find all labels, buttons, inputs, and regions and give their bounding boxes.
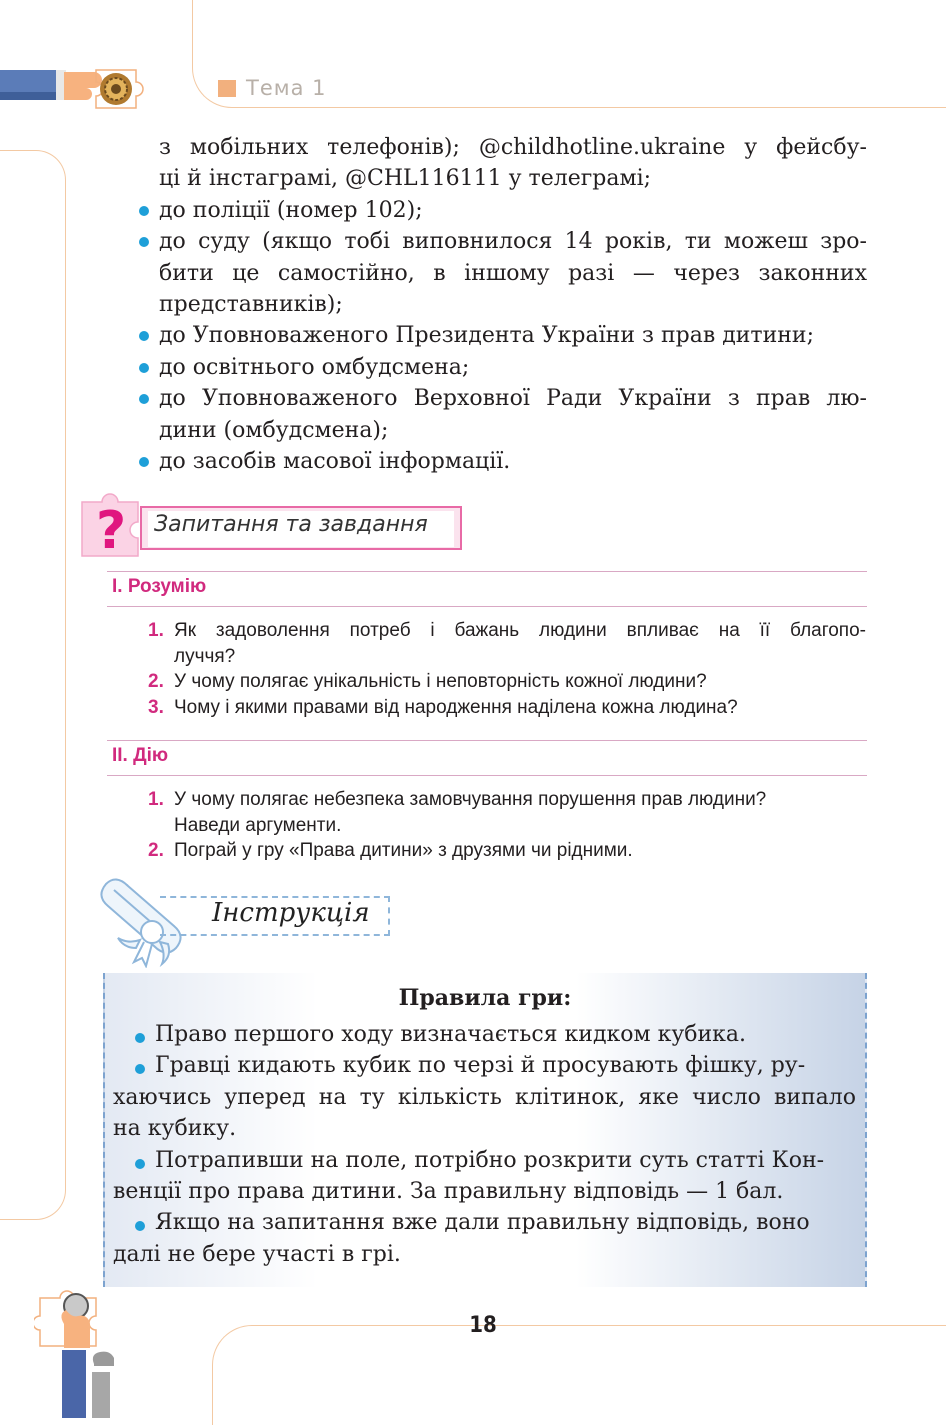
text-line: з мобільних телефонів); @childhotline.ukraine у фейсбу- [159,135,867,160]
rules-line: на кубику. [113,1116,237,1142]
text-line: до Уповноваженого Президента України з прав дитини; [159,323,814,349]
page-number: 18 [469,1313,497,1338]
page-frame-bottom [212,1325,512,1425]
text-line: до освітнього омбудсмена; [159,354,470,380]
bullet-item [137,352,867,383]
questions-title: Запитання та завдання [154,512,428,537]
bullet-item [137,320,867,351]
question-number: 2. [148,840,164,862]
rules-line-text: Якщо на запитання вже дали правильну відповідь, воно [133,1210,810,1235]
text-line: до поліції (номер 102); [159,197,423,223]
question-item [148,669,868,695]
bullet-item [137,226,867,320]
rules-line: хаючись уперед на ту кількість клітинок, яке число випало [113,1084,856,1110]
section-heading-understand: І. Розумію [112,576,207,597]
rules-title: Правила гри: [398,985,572,1011]
rules-line-text: Право першого ходу визначається кидком кубика. [133,1022,746,1047]
rules-paragraph [113,1145,856,1208]
theme-marker-icon [218,80,236,97]
question-item [148,838,868,864]
rules-text [113,1019,856,1270]
instruction-title: Інструкція [212,898,370,928]
question-item [148,618,868,669]
question-number: 1. [148,789,164,810]
rules-line [113,1207,856,1238]
page-frame-left [0,150,66,1220]
rules-line-text: Гравці кидають кубик по черзі й просувають фішку, ру- [133,1053,805,1078]
section-rule [107,775,867,776]
text-line: представників); [159,292,343,318]
question-text: Пограй у гру «Права дитини» з друзями чи рідними. [174,840,633,862]
rules-paragraph [113,1207,856,1270]
rules-line: далі не бере участі в грі. [113,1241,401,1267]
question-puzzle-icon [74,488,146,560]
text-line: бити це самостійно, в іншому разі — через законних [159,260,867,286]
bullet-item [137,383,867,446]
question-number: 3. [148,696,164,718]
footer-rule [510,1325,946,1326]
question-list-2 [148,787,868,864]
rules-line [113,1050,856,1081]
text-line: до суду (якщо тобі виповнилося 14 років, ти можеш зро- [159,229,867,255]
text-line: до засобів масової інформації. [159,449,511,475]
theme-label-text: Тема 1 [246,76,327,100]
bullet-item [137,446,867,477]
question-text: Чому і якими правами від народження наділена кожна людина? [174,696,738,718]
rules-line: венції про права дитини. За правильну відповідь — 1 бал. [113,1179,784,1205]
question-item [148,787,868,838]
question-list-1 [148,618,868,720]
question-number: 2. [148,671,164,693]
question-text: Як задоволення потреб і бажань людини впливає на її благопо- [174,620,866,641]
question-text: У чому полягає небезпека замовчування порушення прав людини? [174,789,767,810]
section-heading-act: ІІ. Дію [112,745,169,766]
svg-text:?: ? [96,501,127,560]
question-item [148,695,868,721]
rules-line [113,1145,856,1176]
section-rule [107,740,867,741]
section-rule [107,606,867,607]
rules-line-text: Потрапивши на поле, потрібно розкрити суть статті Кон- [133,1148,824,1173]
section-rule [107,571,867,572]
intro-text [137,132,867,477]
question-text: У чому полягає унікальність і неповторність кожної людини? [174,671,707,693]
text-line: дини (омбудсмена); [159,417,389,443]
bullet-item [137,195,867,226]
question-text: Наведи аргументи. [174,814,342,836]
rules-paragraph [113,1050,856,1144]
theme-label [218,76,327,100]
hand-puzzle-icon [0,62,160,118]
question-number: 1. [148,620,164,641]
text-line: до Уповноваженого Верховної Ради України з прав лю- [159,386,867,412]
hands-puzzle-icon [34,1284,124,1418]
rules-line [113,1019,856,1050]
text-line: ці й інстаграмі, @CHL116111 у телеграмі; [159,166,652,192]
rules-paragraph [113,1019,856,1050]
question-text: луччя? [174,645,236,667]
